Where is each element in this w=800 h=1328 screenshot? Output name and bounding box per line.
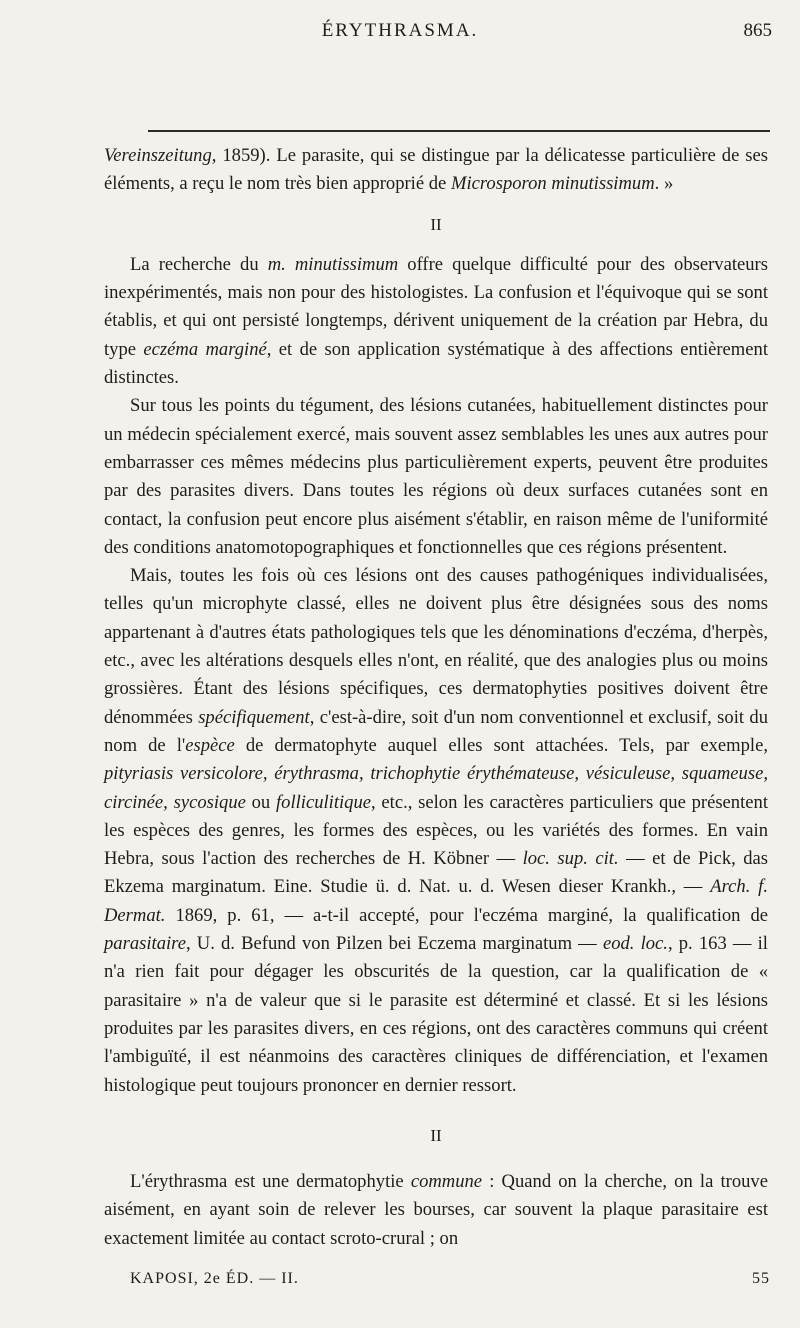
text: offre quelque difficulté pour des observateurs inexpérimentés, mais non pour des histologistes. La confusion et l'équivoque qui se sont établis, et qui ont persisté longtemps, dérivent uniquement de la création par Hebra, du type [104,253,768,360]
text: , et de son application systématique à des affections entièrement distinctes. [104,338,768,389]
text: , U. d. Befund von Pilzen bei Eczema marginatum — [185,933,603,955]
italic-text: commune [410,1171,483,1193]
text: ou [245,791,276,813]
italic-text: eczéma marginé [143,338,267,360]
text: La recherche du [130,253,268,275]
printer-signature: KAPOSI, 2e ÉD. — II. [130,1270,299,1287]
text: . » [654,173,674,195]
italic-text: folliculitique [275,791,372,813]
text: 1869, p. 61, — a-t-il accepté, pour l'eczéma marginé, la qualification de [165,904,768,926]
page-body [104,142,768,1253]
italic-text: loc. sup. cit. [522,848,619,870]
signature-mark: 55 [752,1270,770,1287]
text: L'érythrasma est une dermatophytie [130,1171,411,1193]
text: , 1859). Le parasite, qui se distingue par la délicatesse particulière de ses éléments, a reçu le nom très bien approprié de [104,145,768,195]
section-marker: II [430,1125,442,1145]
italic-text: eod. loc. [602,933,668,955]
page-number: 865 [743,20,772,41]
header-rule [148,130,770,132]
paragraph [104,251,768,392]
text: , etc., selon les caractères particuliers que présentent les espèces des genres, les formes des espèces, ou les variétés des formes. En vain Hebra, sous l'action des recherches de H. Köbner — [104,791,768,870]
text: Mais, toutes les fois où ces lésions ont des causes pathogéniques individualisées, telles qu'un microphyte classé, elles ne doivent plus être désignées sous des noms appartenant à d'autres états pathologiques tels que les dénominations d'eczéma, d'herpès, etc., avec les altérations desquels elles n'ont, en réalité, que des analogies plus ou moins grossières. Étant des lésions spécifiques, ces dermatophyties positives doivent être dénommées [104,565,768,728]
text: — et de Pick, das Ekzema marginatum. Eine. Studie ü. d. Nat. u. d. Wesen dieser Krankh., — [104,848,769,898]
italic-text: parasitaire [104,933,186,955]
paragraph [104,1168,768,1253]
italic-text: Microsporon minutissimum [450,173,655,195]
italic-text: Vereinszeitung [104,145,212,166]
paragraph [104,562,768,1100]
paragraph-continuation [104,142,768,199]
section-marker: II [430,214,442,234]
text: , c'est-à-dire, soit d'un nom conventionnel et exclusif, soit du nom de l' [104,706,768,756]
italic-text: spécifiquement [198,706,310,728]
italic-text: m. minutissimum [267,253,399,275]
paragraph: Sur tous les points du tégument, des lésions cutanées, habituellement distinctes pour un médecin spécialement exercé, mais souvent assez semblables les unes aux autres pour embarrasser ces mêmes médecins plus particulièrement experts, peuvent être produites par des parasites divers. Dans toutes les régions où deux surfaces cutanées sont en contact, la confusion peut encore plus aisément s'établir, en raison même de l'uniformité des conditions anatomotopographiques et fonctionnelles que ces régions présentent. [104,395,768,558]
text: : Quand on la cherche, on la trouve aisément, en ayant soin de relever les bourses, car souvent la plaque parasitaire est exactement limitée au contact scroto-crural ; on [104,1171,768,1249]
running-title: ÉRYTHRASMA. [321,20,479,41]
running-head [0,20,800,44]
text: de dermatophyte auquel elles sont attachées. Tels, par exemple, [234,734,769,756]
italic-text: espèce [185,734,235,756]
text: , p. 163 — il n'a rien fait pour dégager les obscurités de la question, car la qualification de « parasitaire » n'a de valeur que si le parasite est déterminé et classé. Et si les lésions produites par les parasites divers, en ces régions, ont des caractères communs qui créent l'ambiguïté, il est néanmoins des caractères cliniques de différenciation, et l'examen histologique peut toujours prononcer en dernier ressort. [104,933,768,1096]
italic-text: Arch. f. Dermat. [104,876,768,926]
italic-text: pityriasis versicolore, érythrasma, trichophytie érythémateuse, vésiculeuse, squameuse, circinée, sycosique [104,763,768,813]
